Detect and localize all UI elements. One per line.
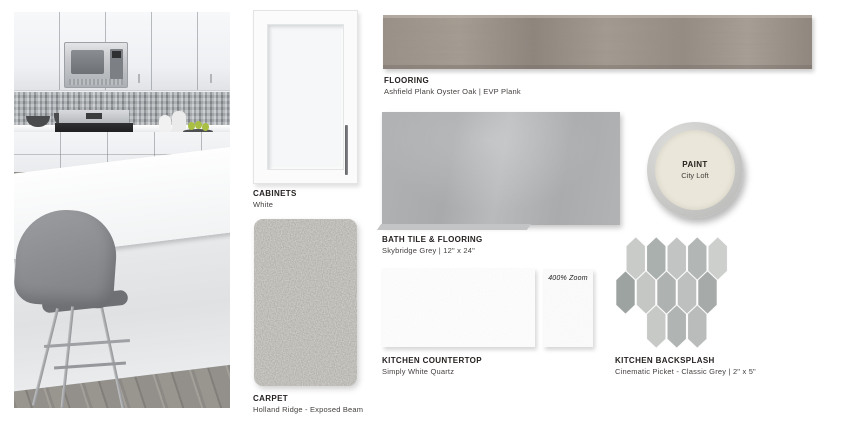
picket-tile: [647, 237, 666, 280]
zoom-chip-note: 400% Zoom: [548, 275, 588, 282]
flooring-subtitle: Ashfield Plank Oyster Oak | EVP Plank: [384, 86, 521, 96]
picket-tile: [698, 271, 717, 314]
carpet-noise-light: [253, 218, 358, 387]
cabinet-door-panel: [267, 24, 344, 170]
flooring-plank-swatch: [383, 15, 812, 69]
countertop-zoom-chip: [543, 269, 593, 347]
picket-tile: [708, 237, 727, 280]
backsplash-label: [615, 356, 805, 376]
cabinet-pull: [210, 74, 212, 83]
plank-top-edge: [383, 15, 812, 18]
backsplash-swatch: [616, 237, 728, 349]
bath-tile-subtitle: Skybridge Grey | 12" x 24": [382, 245, 475, 255]
countertop-label: [382, 356, 572, 376]
carpet-swatch: [253, 218, 358, 387]
cabinet-pull: [138, 74, 140, 83]
picket-tile: [637, 271, 656, 314]
microwave-window: [71, 50, 104, 74]
bath-tile-label: [382, 235, 572, 255]
picket-tile: [667, 237, 686, 280]
plank-grain: [383, 15, 812, 69]
microwave-display: [112, 51, 121, 58]
carpet-title: CARPET: [253, 394, 288, 403]
picket-tile: [688, 305, 707, 348]
microwave: [64, 42, 128, 88]
paint-can-lid: [655, 130, 735, 210]
cabinet-door-handle: [345, 125, 348, 175]
cabinets-title: CABINETS: [253, 189, 297, 198]
carpet-subtitle: Holland Ridge - Exposed Beam: [253, 404, 364, 414]
range-display: [86, 113, 102, 119]
bath-tile-stacked-edge: [377, 224, 531, 230]
backsplash-picket-mosaic: [616, 237, 728, 349]
paint-title: PAINT: [682, 160, 708, 169]
paint-can-swatch: [647, 122, 743, 218]
picket-tile: [616, 271, 635, 314]
countertop-title: KITCHEN COUNTERTOP: [382, 356, 482, 365]
microwave-control-panel: [110, 49, 123, 80]
backsplash-title: KITCHEN BACKSPLASH: [615, 356, 715, 365]
kitchen-photo: [14, 12, 230, 408]
picket-tile: [688, 237, 707, 280]
picket-tile: [657, 271, 676, 314]
counter-vase: [159, 115, 171, 133]
paint-subtitle: City Loft: [681, 171, 709, 180]
countertop-texture: [382, 268, 535, 347]
carpet-label: [253, 394, 443, 414]
backsplash-subtitle: Cinematic Picket - Classic Grey | 2" x 5": [615, 366, 756, 376]
cabinet-door-swatch: [253, 10, 358, 184]
picket-tile: [667, 305, 686, 348]
bath-tile-title: BATH TILE & FLOORING: [382, 235, 483, 244]
pear: [188, 122, 195, 130]
plank-bottom-edge: [383, 65, 812, 69]
flooring-label: [384, 76, 574, 96]
pear: [202, 123, 209, 131]
countertop-subtitle: Simply White Quartz: [382, 366, 455, 376]
bath-tile-swatch: [382, 112, 620, 225]
picket-tile: [626, 237, 645, 280]
flooring-title: FLOORING: [384, 76, 430, 85]
countertop-swatch: [382, 268, 535, 347]
range-back-panel: [59, 110, 129, 123]
picket-tile: [678, 271, 697, 314]
cabinets-subtitle: White: [253, 199, 274, 209]
picket-tile: [647, 305, 666, 348]
pear: [195, 121, 202, 129]
microwave-vent: [69, 79, 123, 85]
